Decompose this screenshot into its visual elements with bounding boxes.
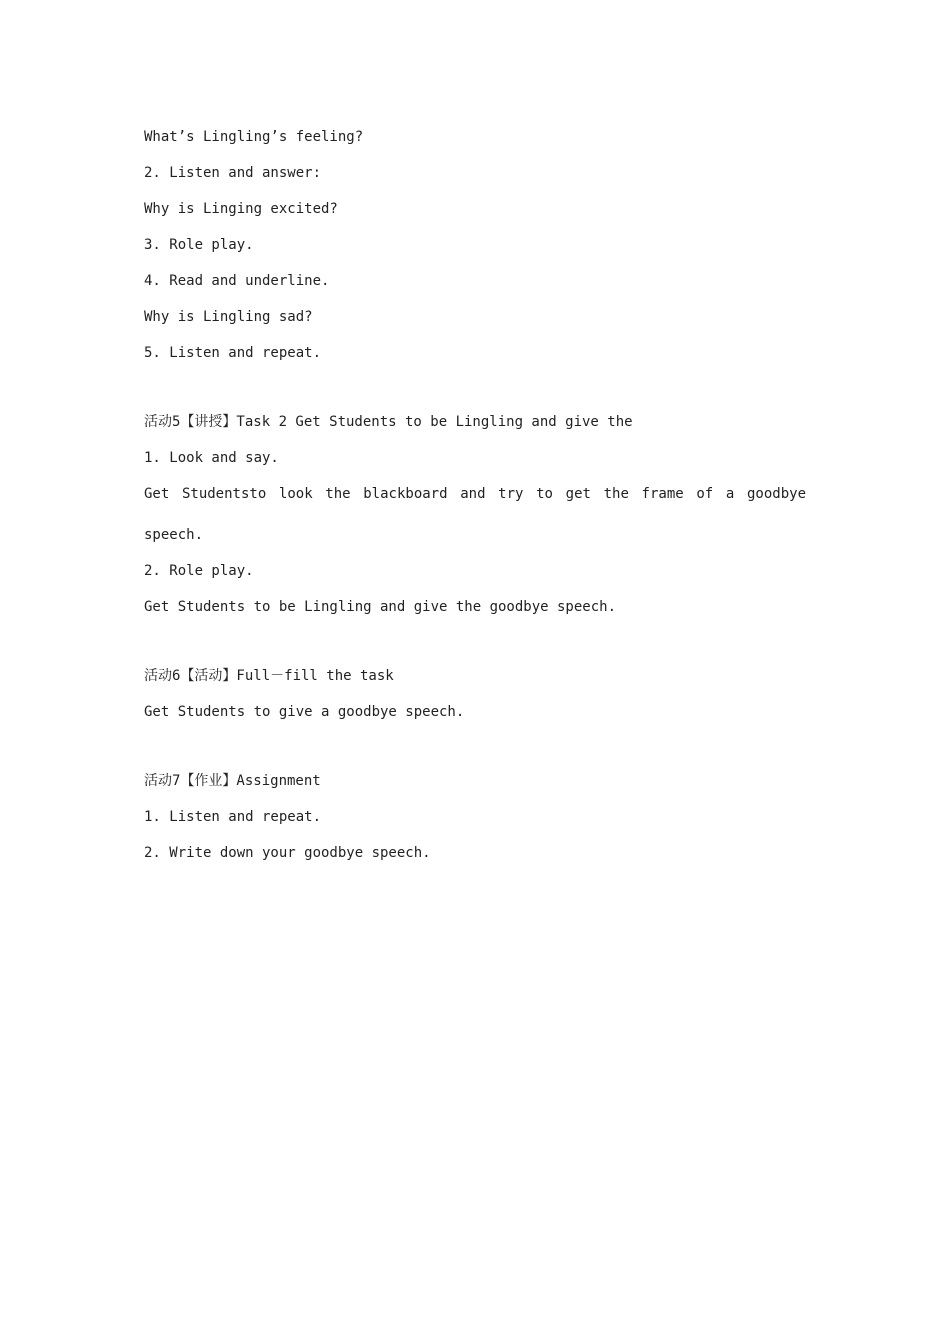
- question-excited: Why is Linging excited?: [144, 201, 338, 217]
- activity-5-heading: 活动5【讲授】Task 2 Get Students to be Lingling and give the: [144, 414, 633, 430]
- step-look-say: 1. Look and say.: [144, 450, 279, 466]
- instruction-give-speech: Get Students to give a goodbye speech.: [144, 704, 465, 720]
- activity-7-heading: 活动7【作业】Assignment: [144, 773, 321, 789]
- step-listen-answer: 2. Listen and answer:: [144, 165, 322, 181]
- instruction-blackboard-cont: speech.: [144, 527, 204, 543]
- question-feeling: What’s Lingling’s feeling?: [144, 129, 364, 145]
- instruction-goodbye-speech: Get Students to be Lingling and give the goodbye speech.: [144, 599, 617, 615]
- step-role-play: 3. Role play.: [144, 237, 254, 253]
- step-read-underline: 4. Read and underline.: [144, 273, 330, 289]
- instruction-blackboard: Get Studentsto look the blackboard and try to get the frame of a goodbye: [144, 486, 806, 502]
- question-sad: Why is Lingling sad?: [144, 309, 313, 325]
- step-role-play-2: 2. Role play.: [144, 563, 254, 579]
- assignment-listen-repeat: 1. Listen and repeat.: [144, 809, 322, 825]
- activity-6-heading: 活动6【活动】Full－fill the task: [144, 668, 394, 684]
- assignment-write-speech: 2. Write down your goodbye speech.: [144, 845, 431, 861]
- step-listen-repeat: 5. Listen and repeat.: [144, 345, 322, 361]
